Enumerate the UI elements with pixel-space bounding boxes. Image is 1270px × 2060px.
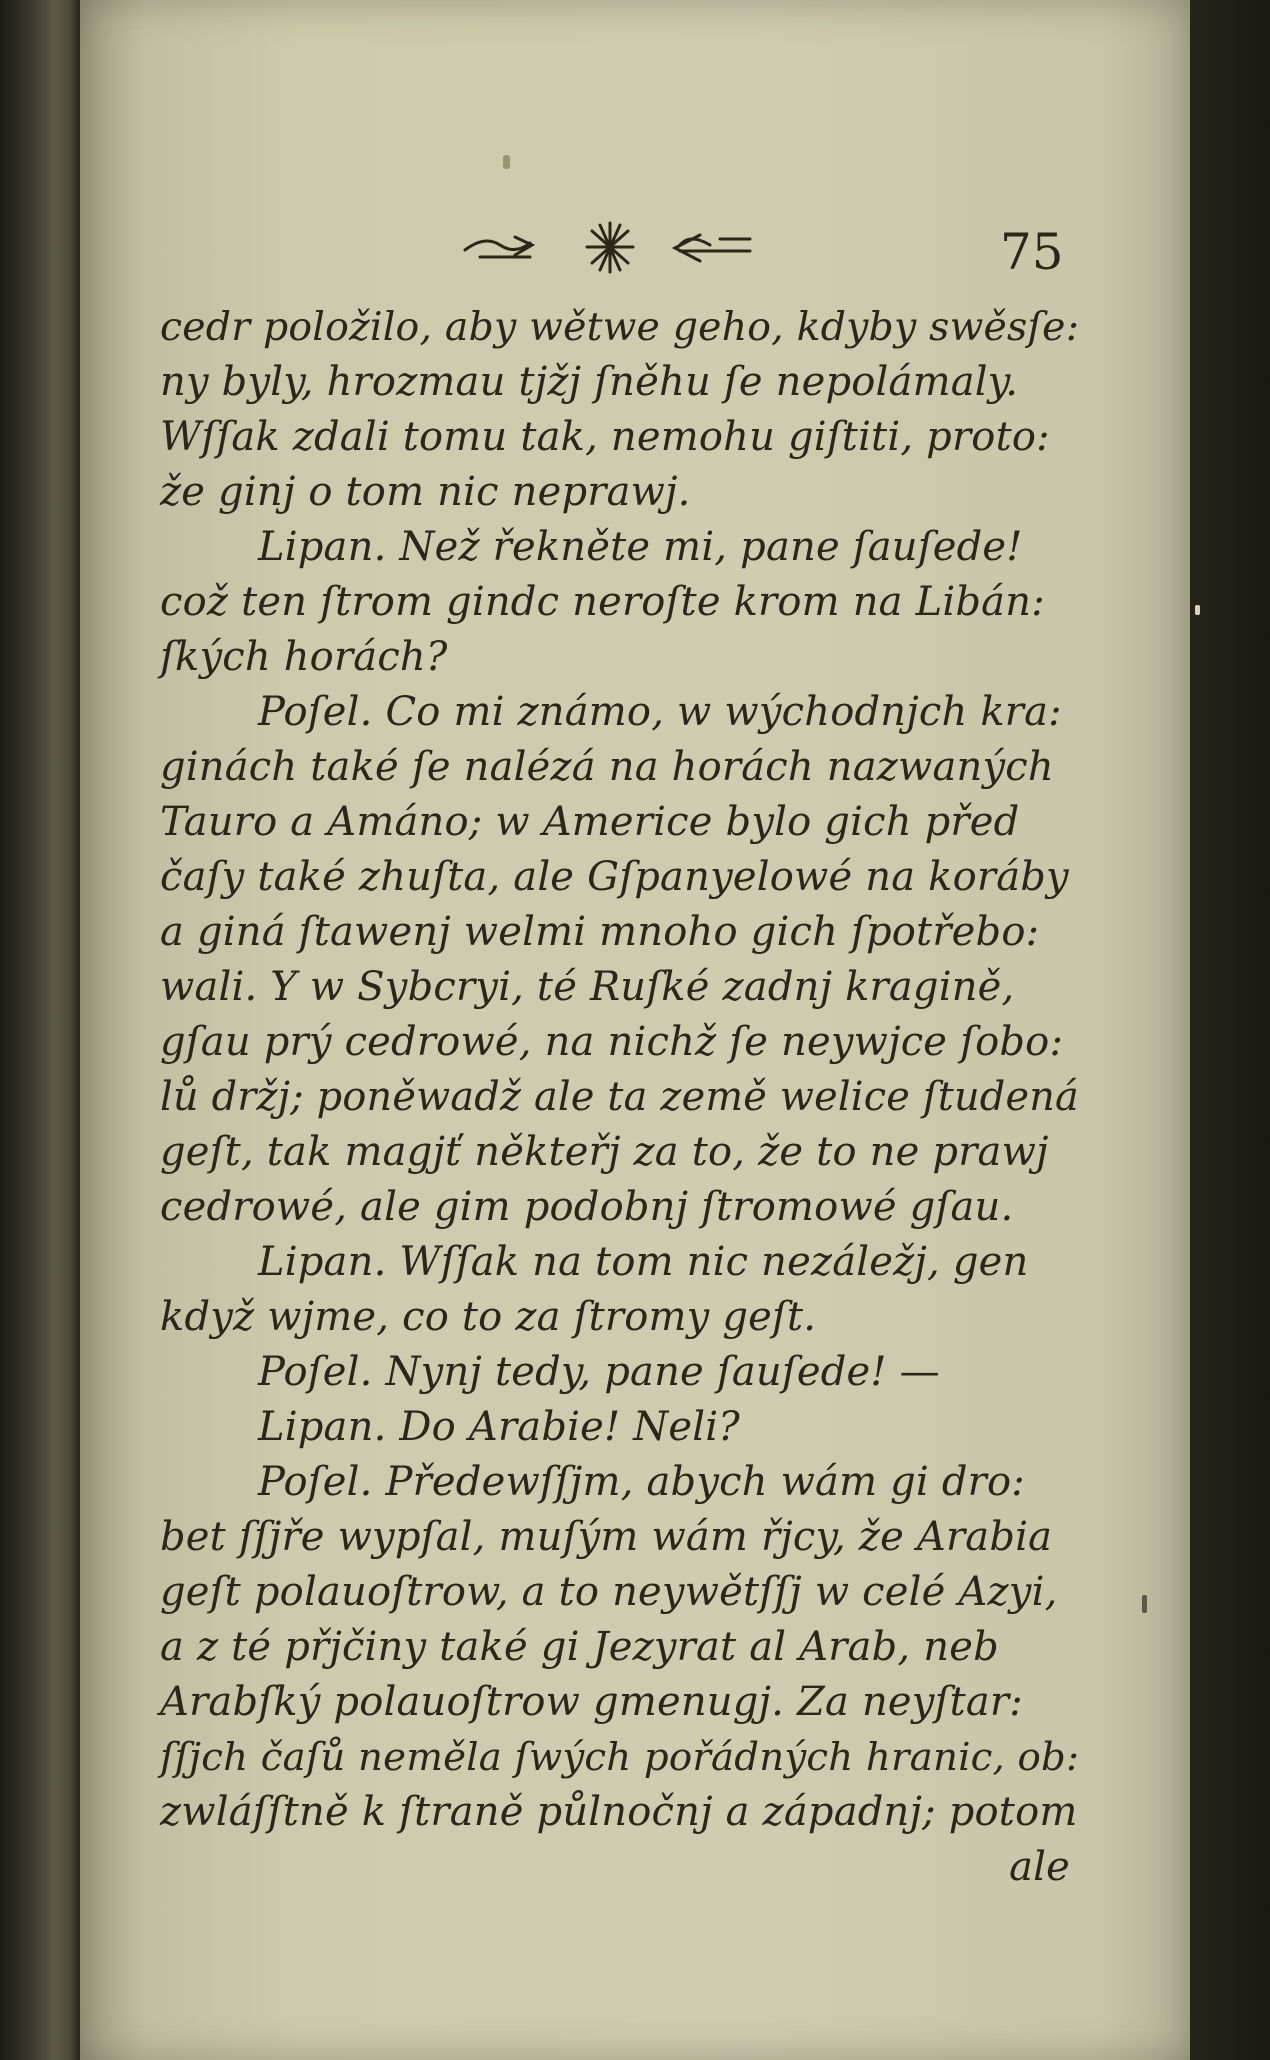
text-line: Poſel. Nynj tedy, pane ſauſede! — xyxy=(258,1349,940,1395)
text-line: ſſjch čaſů neměla ſwých pořádných hranic, ob: xyxy=(160,1735,1080,1780)
text-line: Arabſký polauoſtrow gmenugj. Za neyſtar: xyxy=(160,1679,1023,1725)
text-line: Tauro a Amáno; w Americe bylo gich před xyxy=(160,799,1020,845)
text-line: že ginj o tom nic neprawj. xyxy=(160,469,691,515)
text-line: wali. Y w Sybcryi, té Ruſké zadnj kragině, xyxy=(160,964,1015,1010)
text-line: ny byly, hrozmau tjžj ſněhu ſe nepolámaly. xyxy=(160,359,1019,405)
text-line: Lipan. Wſſak na tom nic nezáležj, gen xyxy=(258,1239,1029,1285)
catchword: ale xyxy=(1009,1844,1070,1890)
text-line: Wſſak zdali tomu tak, nemohu giſtiti, proto: xyxy=(160,414,1050,460)
text-line: bet ſſjře wypſal, muſým wám řjcy, že Arabia xyxy=(160,1514,1053,1560)
text-line: cedr položilo, aby wětwe geho, kdyby swěsſe: xyxy=(160,304,1080,350)
page-number: 75 xyxy=(1000,223,1064,281)
text-line: Lipan. Do Arabie! Neli? xyxy=(258,1404,740,1450)
paper-speck xyxy=(1195,605,1200,615)
text-line: ſkých horách? xyxy=(160,634,448,680)
text-line: čaſy také zhuſta, ale Gſpanyelowé na koráby xyxy=(160,854,1069,900)
text-line: gſau prý cedrowé, na nichž ſe neywjce ſobo: xyxy=(160,1019,1064,1065)
page-header xyxy=(0,215,1270,281)
ink-speck xyxy=(503,155,510,169)
text-line: ginách také ſe nalézá na horách nazwaných xyxy=(160,744,1054,790)
decorative-ornament xyxy=(460,215,760,275)
text-line: geſt, tak magjť někteřj za to, že to ne prawj xyxy=(160,1129,1049,1175)
text-line: což ten ſtrom gindc neroſte krom na Libán: xyxy=(160,579,1045,625)
text-line: Lipan. Než řekněte mi, pane ſauſede! xyxy=(258,524,1023,570)
text-line: a z té přjčiny také gi Jezyrat al Arab, neb xyxy=(160,1624,999,1670)
text-line: Poſel. Předewſſjm, abych wám gi dro: xyxy=(258,1459,1025,1505)
text-line: lů držj; poněwadž ale ta země welice ſtudená xyxy=(160,1074,1079,1120)
ink-mark xyxy=(1142,1595,1147,1613)
text-line: a giná ſtawenj welmi mnoho gich ſpotřebo: xyxy=(160,909,1040,955)
body-text xyxy=(160,300,1080,1895)
text-line: Poſel. Co mi známo, w wýchodnjch kra: xyxy=(258,689,1062,735)
text-line: když wjme, co to za ſtromy geſt. xyxy=(160,1294,817,1340)
text-line: geſt polauoſtrow, a to neywětſſj w celé Azyi, xyxy=(160,1569,1058,1615)
text-line: zwláſſtně k ſtraně půlnočnj a západnj; potom xyxy=(160,1789,1078,1835)
text-line: cedrowé, ale gim podobnj ſtromowé gſau. xyxy=(160,1184,1014,1230)
